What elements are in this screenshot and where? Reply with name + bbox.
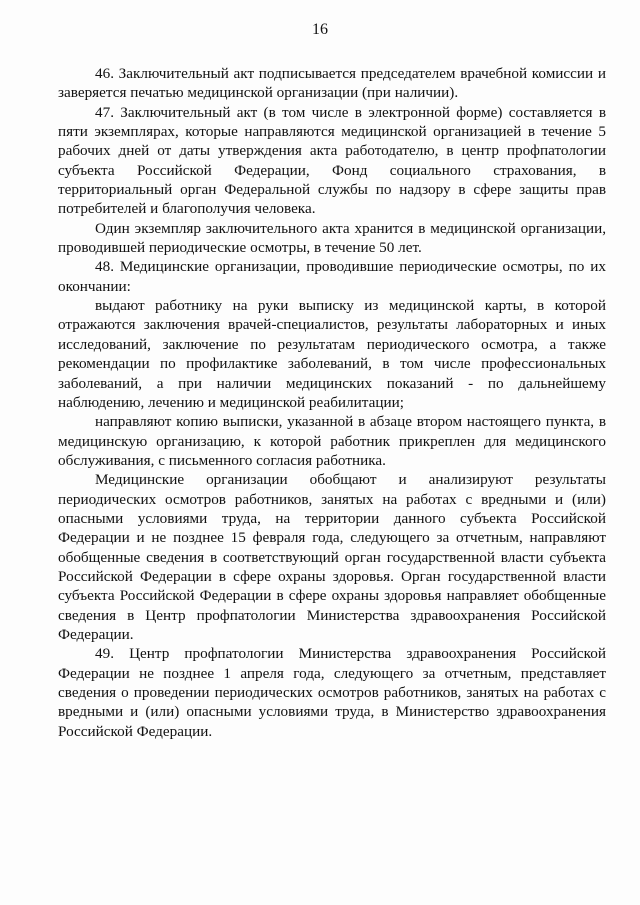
paragraph-48-summary: Медицинские организации обобщают и анализируют результаты периодических осмотров работников, занятых на работах с вредными и (или) опасными условиями труда, на территории данного субъекта Российской Федерации и не позднее 15 февраля года, следующего за отчетным, направляют обобщенные сведения в соответствующий орган государственной власти субъекта Российской Федерации в сфере охраны здоровья. Орган государственной власти субъекта Российской Федерации в сфере охраны здоровья направляет обобщенные сведения в Центр профпатологии Министерства здравоохранения Российской Федерации.: [58, 471, 606, 643]
paragraph-48-extract: выдают работнику на руки выписку из медицинской карты, в которой отражаются заключения врачей-специалистов, результаты лабораторных и иных исследований, заключение по результатам периодического осмотра, а также рекомендации по профилактике заболеваний, в том числе профессиональных заболеваний, а при наличии медицинских показаний - по дальнейшему наблюдению, лечению и медицинской реабилитации;: [58, 297, 606, 411]
page-number: 16: [312, 21, 328, 38]
document-body: [58, 64, 606, 741]
paragraph-49: 49. Центр профпатологии Министерства здравоохранения Российской Федерации не позднее 1 апреля года, следующего за отчетным, представляет сведения о проведении периодических осмотров работников, занятых на работах с вредными и (или) опасными условиями труда, в Министерство здравоохранения Российской Федерации.: [58, 645, 606, 740]
paragraph-46: 46. Заключительный акт подписывается председателем врачебной комиссии и заверяется печатью медицинской организации (при наличии).: [58, 65, 606, 102]
paragraph-47: 47. Заключительный акт (в том числе в электронной форме) составляется в пяти экземплярах, которые направляются медицинской организацией в течение 5 рабочих дней от даты утверждения акта работодателю, в центр профпатологии субъекта Российской Федерации, Фонд социального страхования, в территориальный орган Федеральной службы по надзору в сфере защиты прав потребителей и благополучия человека.: [58, 103, 606, 218]
paragraph-48-copy: направляют копию выписки, указанной в абзаце втором настоящего пункта, в медицинскую организацию, к которой работник прикреплен для медицинского обслуживания, с письменного согласия работника.: [58, 413, 606, 469]
paragraph-47-copy-storage: Один экземпляр заключительного акта хранится в медицинской организации, проводившей периодические осмотры, в течение 50 лет.: [58, 219, 606, 257]
paragraph-48: 48. Медицинские организации, проводившие периодические осмотры, по их окончании:: [58, 258, 606, 295]
